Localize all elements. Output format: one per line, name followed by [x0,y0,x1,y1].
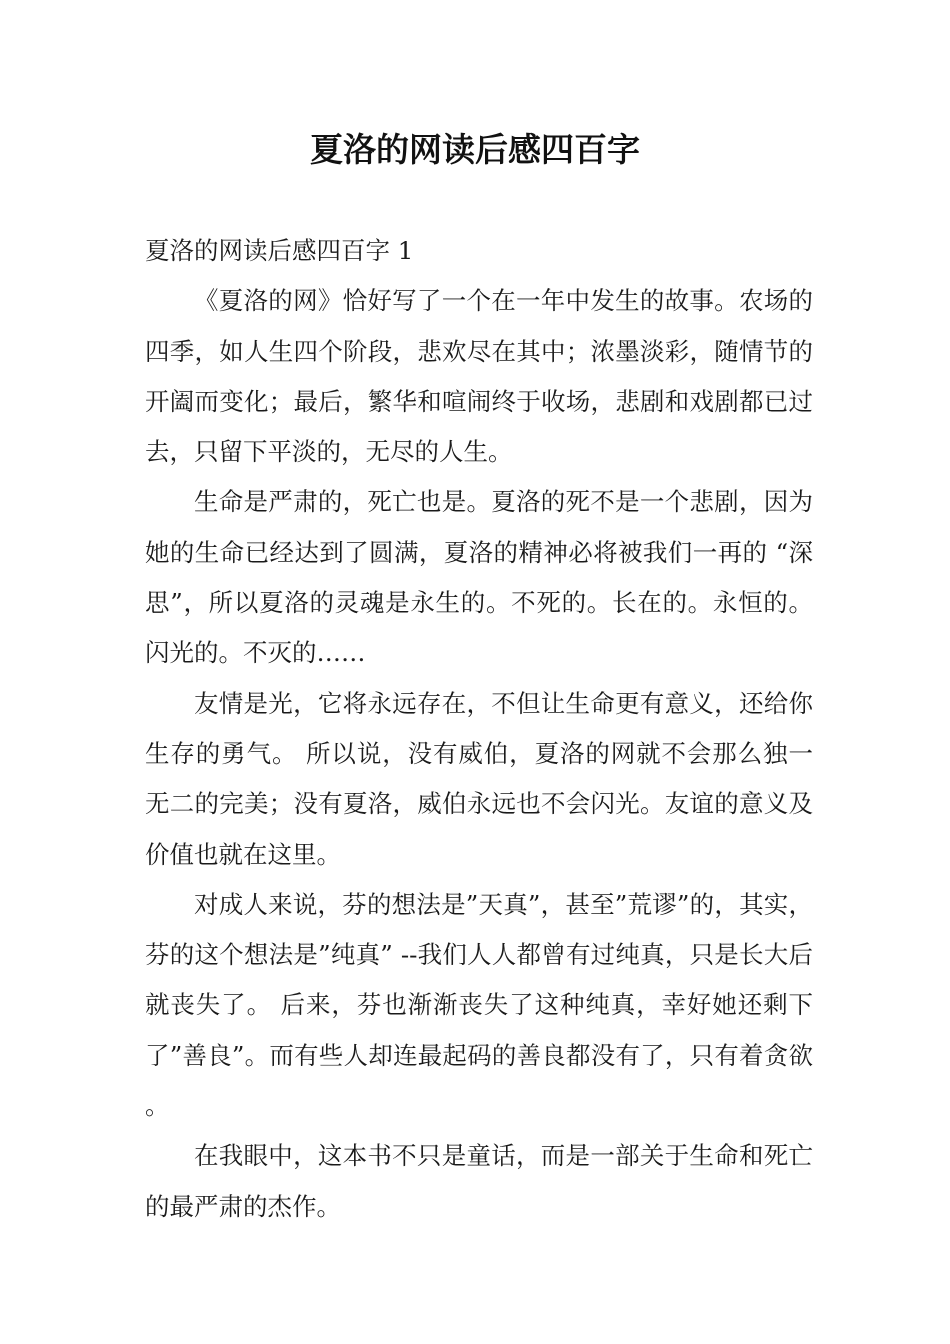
document-body [145,226,813,1232]
paragraph-5: 在我眼中，这本书不只是童话，而是一部关于生命和死亡的最严肃的杰作。 [145,1141,813,1221]
section-heading: 夏洛的网读后感四百字 1 [145,236,414,265]
paragraph-2: 生命是严肃的，死亡也是。夏洛的死不是一个悲剧，因为她的生命已经达到了圆满，夏洛的精神必将被我们一再的 “深思”，所以夏洛的灵魂是永生的。不死的。长在的。永恒的。闪光的。不灭的…… [145,487,813,668]
paragraph-4: 对成人来说，芬的想法是”天真”，甚至”荒谬”的，其实，芬的这个想法是”纯真” --我们人人都曾有过纯真，只是长大后就丧失了。 后来，芬也渐渐丧失了这种纯真，幸好她还剩下了”善良”。而有些人却连最起码的善良都没有了，只有着贪欲。 [145,889,813,1121]
paragraph-3: 友情是光，它将永远存在，不但让生命更有意义，还给你生存的勇气。 所以说，没有威伯，夏洛的网就不会那么独一无二的完美；没有夏洛，威伯永远也不会闪光。友谊的意义及价值也就在这里。 [145,688,813,869]
document-title: 夏洛的网读后感四百字 [310,130,640,169]
paragraph-1: 《夏洛的网》恰好写了一个在一年中发生的故事。农场的四季，如人生四个阶段，悲欢尽在其中；浓墨淡彩，随情节的开阖而变化；最后，繁华和喧闹终于收场，悲剧和戏剧都已过去，只留下平淡的，无尽的人生。 [145,286,813,467]
